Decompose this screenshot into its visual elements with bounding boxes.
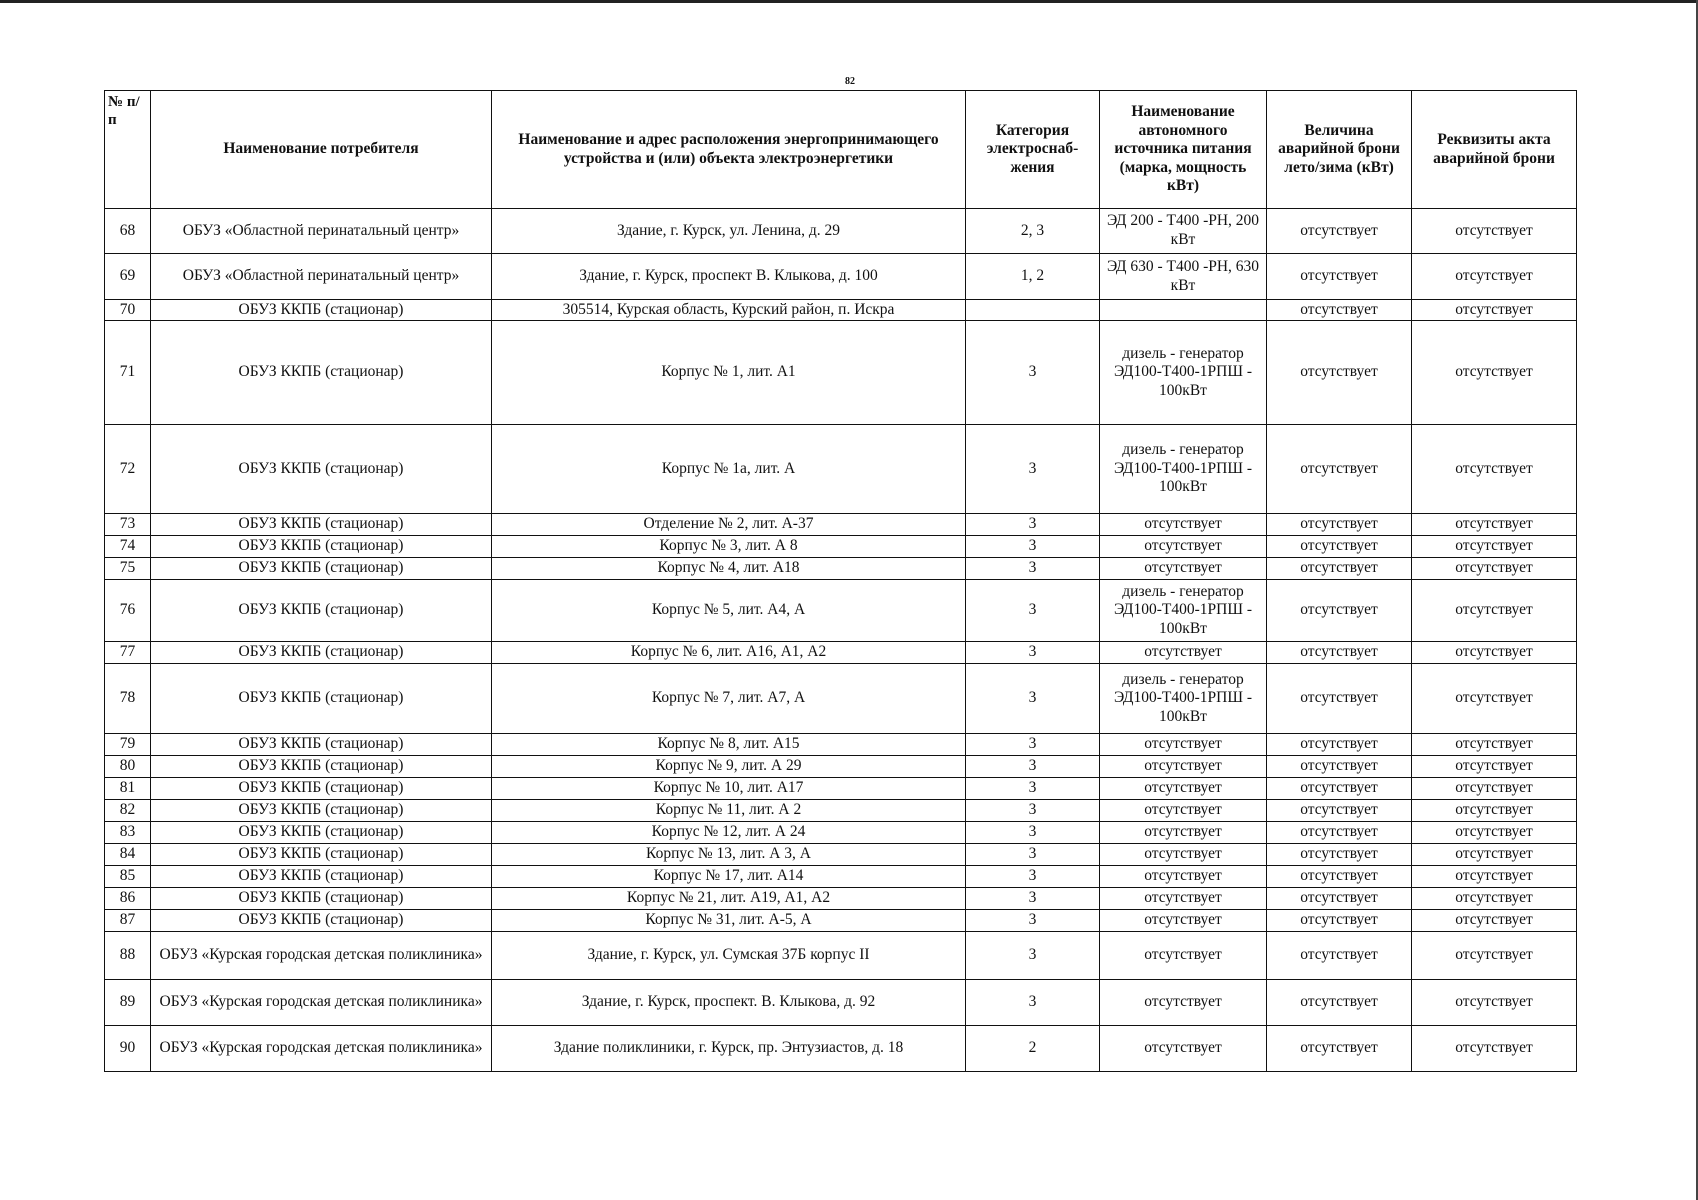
cell-act-details: отсутствует <box>1412 866 1577 888</box>
table-row <box>105 321 1577 425</box>
cell-reserve-value: отсутствует <box>1267 756 1412 778</box>
table-body <box>105 209 1577 1072</box>
scan-top-edge <box>0 0 1698 3</box>
cell-category: 1, 2 <box>966 254 1100 300</box>
cell-number: 88 <box>105 932 151 980</box>
cell-category: 3 <box>966 778 1100 800</box>
table-row <box>105 844 1577 866</box>
cell-category: 3 <box>966 756 1100 778</box>
cell-act-details: отсутствует <box>1412 580 1577 642</box>
cell-reserve-value: отсутствует <box>1267 558 1412 580</box>
cell-category: 3 <box>966 642 1100 664</box>
header-power-source: Наименование автономного источника питания (марка, мощность кВт) <box>1100 91 1267 209</box>
cell-reserve-value: отсутствует <box>1267 425 1412 514</box>
cell-category: 3 <box>966 866 1100 888</box>
cell-number: 83 <box>105 822 151 844</box>
cell-reserve-value: отсутствует <box>1267 800 1412 822</box>
cell-category: 3 <box>966 910 1100 932</box>
cell-number: 72 <box>105 425 151 514</box>
cell-address: Корпус № 4, лит. А18 <box>492 558 966 580</box>
cell-act-details: отсутствует <box>1412 932 1577 980</box>
cell-number: 89 <box>105 980 151 1026</box>
cell-address: 305514, Курская область, Курский район, п. Искра <box>492 300 966 321</box>
cell-category: 3 <box>966 800 1100 822</box>
table-row <box>105 209 1577 254</box>
cell-number: 81 <box>105 778 151 800</box>
cell-power-source: дизель - генератор ЭД100-Т400-1РПШ - 100кВт <box>1100 580 1267 642</box>
cell-address: Здание, г. Курск, проспект В. Клыкова, д. 100 <box>492 254 966 300</box>
cell-address: Корпус № 7, лит. А7, А <box>492 664 966 734</box>
power-reserve-table <box>104 90 1577 1072</box>
table-row <box>105 778 1577 800</box>
cell-act-details: отсутствует <box>1412 254 1577 300</box>
cell-address: Здание поликлиники, г. Курск, пр. Энтузиастов, д. 18 <box>492 1026 966 1072</box>
cell-power-source: отсутствует <box>1100 980 1267 1026</box>
cell-reserve-value: отсутствует <box>1267 980 1412 1026</box>
cell-reserve-value: отсутствует <box>1267 664 1412 734</box>
cell-power-source: дизель - генератор ЭД100-Т400-1РПШ - 100кВт <box>1100 321 1267 425</box>
cell-category: 3 <box>966 932 1100 980</box>
cell-number: 75 <box>105 558 151 580</box>
cell-consumer: ОБУЗ ККПБ (стационар) <box>151 888 492 910</box>
cell-reserve-value: отсутствует <box>1267 254 1412 300</box>
cell-act-details: отсутствует <box>1412 321 1577 425</box>
cell-number: 71 <box>105 321 151 425</box>
cell-address: Здание, г. Курск, проспект. В. Клыкова, д. 92 <box>492 980 966 1026</box>
cell-address: Корпус № 13, лит. А 3, А <box>492 844 966 866</box>
cell-consumer: ОБУЗ ККПБ (стационар) <box>151 866 492 888</box>
header-category: Категория электроснаб-жения <box>966 91 1100 209</box>
cell-power-source: ЭД 200 - Т400 -РН, 200 кВт <box>1100 209 1267 254</box>
table-row <box>105 932 1577 980</box>
header-act-details: Реквизиты акта аварийной брони <box>1412 91 1577 209</box>
cell-reserve-value: отсутствует <box>1267 300 1412 321</box>
table-row <box>105 642 1577 664</box>
cell-power-source: отсутствует <box>1100 932 1267 980</box>
cell-consumer: ОБУЗ ККПБ (стационар) <box>151 910 492 932</box>
cell-act-details: отсутствует <box>1412 910 1577 932</box>
page-number: 82 <box>845 76 855 87</box>
cell-power-source: отсутствует <box>1100 778 1267 800</box>
cell-number: 80 <box>105 756 151 778</box>
header-consumer: Наименование потребителя <box>151 91 492 209</box>
cell-category: 3 <box>966 321 1100 425</box>
table-row <box>105 1026 1577 1072</box>
cell-act-details: отсутствует <box>1412 778 1577 800</box>
cell-act-details: отсутствует <box>1412 514 1577 536</box>
cell-power-source <box>1100 300 1267 321</box>
cell-act-details: отсутствует <box>1412 300 1577 321</box>
cell-act-details: отсутствует <box>1412 425 1577 514</box>
table-row <box>105 425 1577 514</box>
cell-consumer: ОБУЗ ККПБ (стационар) <box>151 321 492 425</box>
cell-consumer: ОБУЗ ККПБ (стационар) <box>151 300 492 321</box>
cell-act-details: отсутствует <box>1412 822 1577 844</box>
cell-reserve-value: отсутствует <box>1267 734 1412 756</box>
cell-consumer: ОБУЗ ККПБ (стационар) <box>151 580 492 642</box>
cell-address: Корпус № 31, лит. А-5, А <box>492 910 966 932</box>
cell-power-source: дизель - генератор ЭД100-Т400-1РПШ - 100кВт <box>1100 664 1267 734</box>
cell-consumer: ОБУЗ ККПБ (стационар) <box>151 778 492 800</box>
cell-consumer: ОБУЗ ККПБ (стационар) <box>151 558 492 580</box>
cell-consumer: ОБУЗ ККПБ (стационар) <box>151 756 492 778</box>
cell-reserve-value: отсутствует <box>1267 209 1412 254</box>
cell-consumer: ОБУЗ ККПБ (стационар) <box>151 844 492 866</box>
cell-reserve-value: отсутствует <box>1267 888 1412 910</box>
cell-act-details: отсутствует <box>1412 558 1577 580</box>
cell-category: 2 <box>966 1026 1100 1072</box>
cell-address: Корпус № 5, лит. А4, А <box>492 580 966 642</box>
cell-consumer: ОБУЗ ККПБ (стационар) <box>151 536 492 558</box>
cell-consumer: ОБУЗ «Областной перинатальный центр» <box>151 209 492 254</box>
cell-category: 3 <box>966 558 1100 580</box>
cell-consumer: ОБУЗ «Курская городская детская поликлиника» <box>151 1026 492 1072</box>
cell-number: 78 <box>105 664 151 734</box>
cell-number: 76 <box>105 580 151 642</box>
cell-number: 73 <box>105 514 151 536</box>
cell-consumer: ОБУЗ ККПБ (стационар) <box>151 800 492 822</box>
cell-power-source: отсутствует <box>1100 756 1267 778</box>
cell-act-details: отсутствует <box>1412 642 1577 664</box>
table-row <box>105 536 1577 558</box>
table-row <box>105 822 1577 844</box>
cell-reserve-value: отсутствует <box>1267 514 1412 536</box>
cell-power-source: отсутствует <box>1100 536 1267 558</box>
table-row <box>105 300 1577 321</box>
cell-number: 85 <box>105 866 151 888</box>
cell-consumer: ОБУЗ ККПБ (стационар) <box>151 514 492 536</box>
cell-act-details: отсутствует <box>1412 664 1577 734</box>
table-row <box>105 254 1577 300</box>
cell-number: 69 <box>105 254 151 300</box>
table-row <box>105 664 1577 734</box>
header-reserve-value: Величина аварийной брони лето/зима (кВт) <box>1267 91 1412 209</box>
cell-category: 3 <box>966 734 1100 756</box>
cell-act-details: отсутствует <box>1412 209 1577 254</box>
cell-address: Корпус № 6, лит. А16, А1, А2 <box>492 642 966 664</box>
header-address: Наименование и адрес расположения энергопринимающего устройства и (или) объекта электроэнергетики <box>492 91 966 209</box>
cell-reserve-value: отсутствует <box>1267 866 1412 888</box>
cell-number: 77 <box>105 642 151 664</box>
cell-category: 3 <box>966 536 1100 558</box>
cell-address: Корпус № 17, лит. А14 <box>492 866 966 888</box>
cell-power-source: отсутствует <box>1100 822 1267 844</box>
cell-consumer: ОБУЗ ККПБ (стационар) <box>151 822 492 844</box>
cell-reserve-value: отсутствует <box>1267 580 1412 642</box>
cell-reserve-value: отсутствует <box>1267 778 1412 800</box>
cell-power-source: отсутствует <box>1100 844 1267 866</box>
cell-power-source: отсутствует <box>1100 1026 1267 1072</box>
cell-category: 3 <box>966 844 1100 866</box>
header-number: № п/п <box>105 91 151 209</box>
cell-power-source: отсутствует <box>1100 800 1267 822</box>
cell-reserve-value: отсутствует <box>1267 321 1412 425</box>
cell-address: Корпус № 12, лит. А 24 <box>492 822 966 844</box>
cell-category: 3 <box>966 664 1100 734</box>
cell-address: Корпус № 9, лит. А 29 <box>492 756 966 778</box>
cell-power-source: отсутствует <box>1100 558 1267 580</box>
cell-number: 74 <box>105 536 151 558</box>
cell-category: 3 <box>966 514 1100 536</box>
table-row <box>105 514 1577 536</box>
cell-address: Корпус № 11, лит. А 2 <box>492 800 966 822</box>
cell-power-source: отсутствует <box>1100 642 1267 664</box>
cell-power-source: отсутствует <box>1100 734 1267 756</box>
cell-address: Корпус № 1а, лит. А <box>492 425 966 514</box>
table-row <box>105 756 1577 778</box>
table-row <box>105 580 1577 642</box>
cell-power-source: дизель - генератор ЭД100-Т400-1РПШ - 100кВт <box>1100 425 1267 514</box>
cell-consumer: ОБУЗ ККПБ (стационар) <box>151 734 492 756</box>
table-row <box>105 888 1577 910</box>
cell-power-source: ЭД 630 - Т400 -РН, 630 кВт <box>1100 254 1267 300</box>
cell-consumer: ОБУЗ ККПБ (стационар) <box>151 642 492 664</box>
cell-consumer: ОБУЗ ККПБ (стационар) <box>151 664 492 734</box>
cell-reserve-value: отсутствует <box>1267 1026 1412 1072</box>
cell-number: 84 <box>105 844 151 866</box>
cell-number: 87 <box>105 910 151 932</box>
cell-category: 3 <box>966 888 1100 910</box>
cell-consumer: ОБУЗ «Курская городская детская поликлиника» <box>151 932 492 980</box>
table-row <box>105 866 1577 888</box>
cell-act-details: отсутствует <box>1412 756 1577 778</box>
cell-category <box>966 300 1100 321</box>
cell-act-details: отсутствует <box>1412 734 1577 756</box>
cell-act-details: отсутствует <box>1412 536 1577 558</box>
table-row <box>105 558 1577 580</box>
cell-number: 90 <box>105 1026 151 1072</box>
cell-act-details: отсутствует <box>1412 1026 1577 1072</box>
cell-number: 86 <box>105 888 151 910</box>
cell-act-details: отсутствует <box>1412 800 1577 822</box>
cell-reserve-value: отсутствует <box>1267 932 1412 980</box>
cell-address: Здание, г. Курск, ул. Сумская 37Б корпус II <box>492 932 966 980</box>
cell-number: 68 <box>105 209 151 254</box>
cell-act-details: отсутствует <box>1412 844 1577 866</box>
cell-number: 70 <box>105 300 151 321</box>
cell-power-source: отсутствует <box>1100 910 1267 932</box>
cell-reserve-value: отсутствует <box>1267 910 1412 932</box>
cell-number: 79 <box>105 734 151 756</box>
table-row <box>105 910 1577 932</box>
cell-reserve-value: отсутствует <box>1267 536 1412 558</box>
cell-consumer: ОБУЗ «Областной перинатальный центр» <box>151 254 492 300</box>
cell-reserve-value: отсутствует <box>1267 822 1412 844</box>
cell-category: 3 <box>966 425 1100 514</box>
cell-address: Здание, г. Курск, ул. Ленина, д. 29 <box>492 209 966 254</box>
table-row <box>105 980 1577 1026</box>
cell-address: Корпус № 1, лит. А1 <box>492 321 966 425</box>
table-row <box>105 734 1577 756</box>
cell-power-source: отсутствует <box>1100 514 1267 536</box>
cell-category: 3 <box>966 580 1100 642</box>
cell-category: 2, 3 <box>966 209 1100 254</box>
cell-act-details: отсутствует <box>1412 980 1577 1026</box>
cell-address: Корпус № 21, лит. А19, А1, А2 <box>492 888 966 910</box>
cell-reserve-value: отсутствует <box>1267 642 1412 664</box>
cell-reserve-value: отсутствует <box>1267 844 1412 866</box>
cell-consumer: ОБУЗ ККПБ (стационар) <box>151 425 492 514</box>
cell-address: Корпус № 3, лит. А 8 <box>492 536 966 558</box>
cell-address: Отделение № 2, лит. А-37 <box>492 514 966 536</box>
table-header-row <box>105 91 1577 209</box>
cell-category: 3 <box>966 980 1100 1026</box>
cell-number: 82 <box>105 800 151 822</box>
cell-act-details: отсутствует <box>1412 888 1577 910</box>
cell-address: Корпус № 10, лит. А17 <box>492 778 966 800</box>
table-row <box>105 800 1577 822</box>
cell-address: Корпус № 8, лит. А15 <box>492 734 966 756</box>
cell-consumer: ОБУЗ «Курская городская детская поликлиника» <box>151 980 492 1026</box>
cell-power-source: отсутствует <box>1100 866 1267 888</box>
cell-category: 3 <box>966 822 1100 844</box>
cell-power-source: отсутствует <box>1100 888 1267 910</box>
